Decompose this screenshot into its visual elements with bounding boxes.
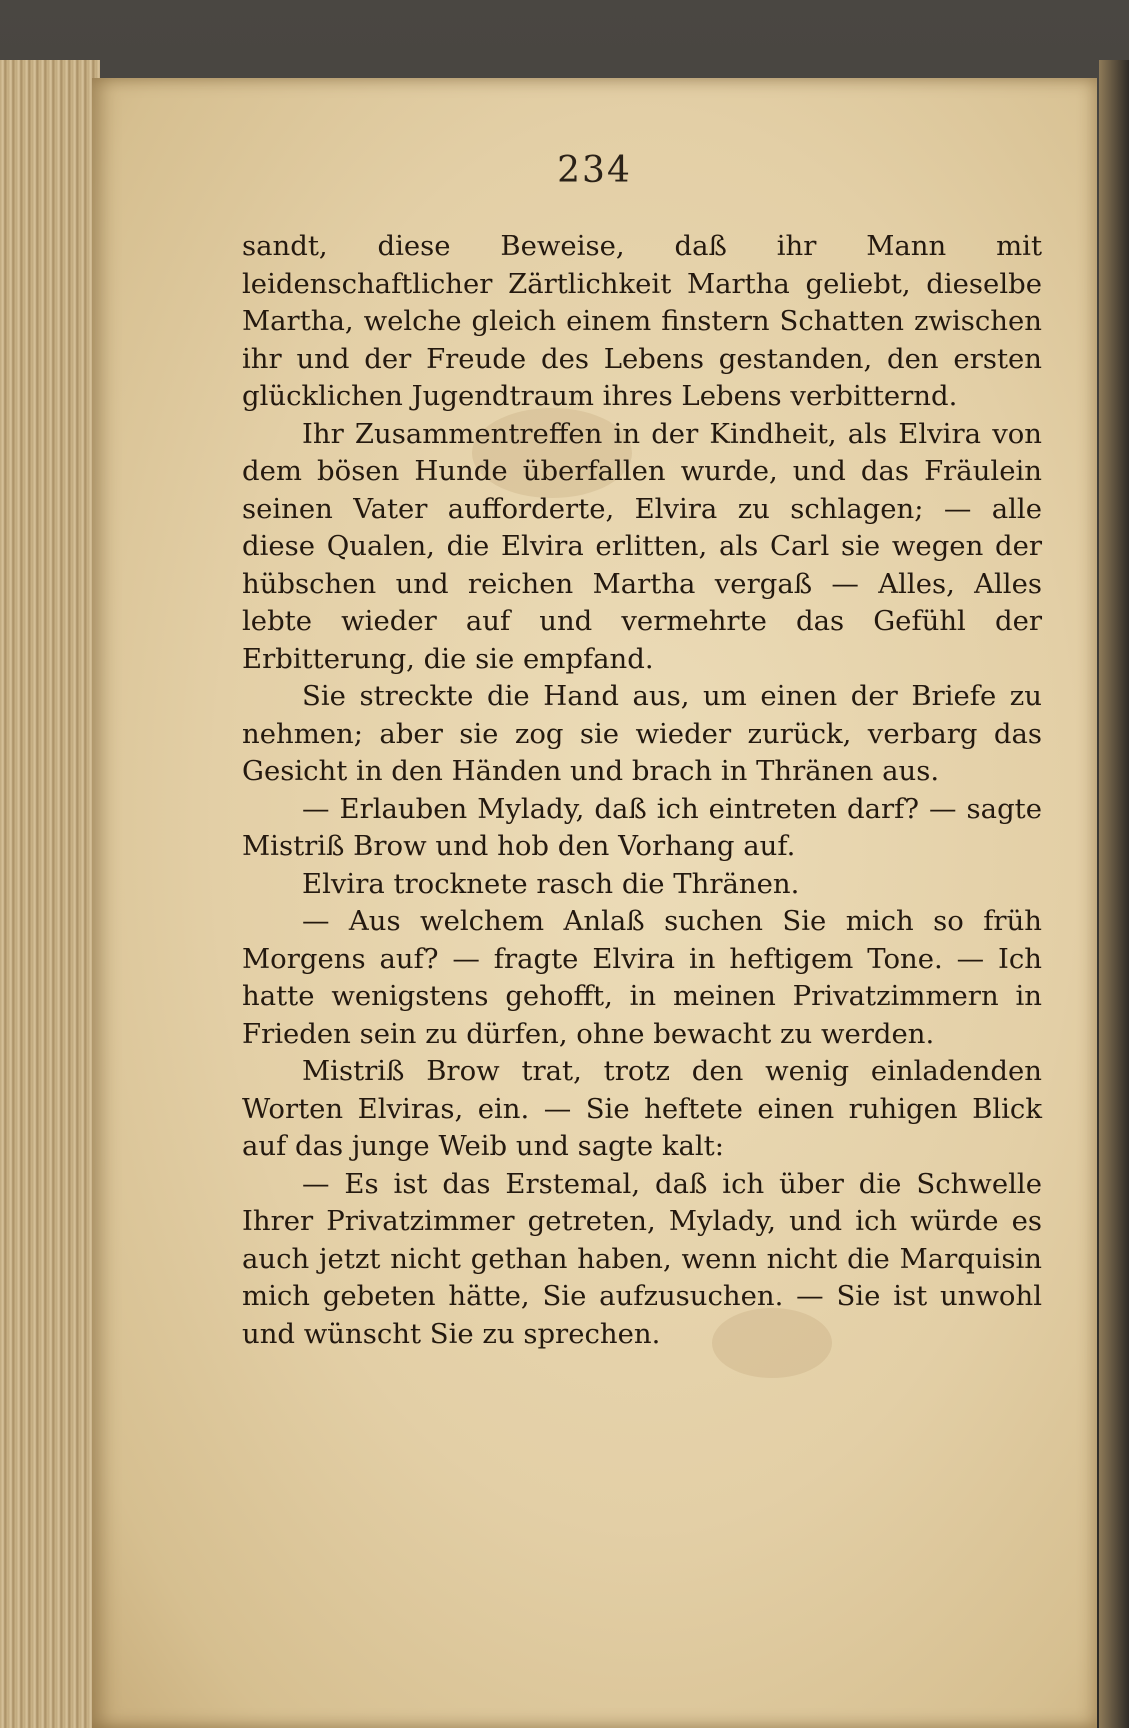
paragraph: — Aus welchem Anlaß suchen Sie mich so früh Morgens auf? — fragte Elvira in heftigem Tone. — Ich hatte wenigstens gehofft, in meinen Privatzimmern in Frieden sein zu dürfen, ohne bewacht zu werden. xyxy=(242,905,1042,1050)
paragraph: — Erlauben Mylady, daß ich eintreten darf? — sagte Mistriß Brow und hob den Vorhang auf. xyxy=(242,792,1042,862)
book-page xyxy=(92,78,1097,1728)
paragraph: Elvira trocknete rasch die Thränen. xyxy=(302,867,800,900)
page-stack-edge xyxy=(0,60,100,1728)
body-text xyxy=(242,228,1042,1353)
paragraph: Sie streckte die Hand aus, um einen der Briefe zu nehmen; aber sie zog sie wieder zurück, verbarg das Gesicht in den Händen und brach in Thränen aus. xyxy=(242,680,1042,787)
page-number: 234 xyxy=(557,150,632,191)
paragraph: Mistriß Brow trat, trotz den wenig einladenden Worten Elviras, ein. — Sie heftete einen ruhigen Blick auf das junge Weib und sagte kalt: xyxy=(242,1055,1042,1162)
paragraph: — Es ist das Erstemal, daß ich über die Schwelle Ihrer Privatzimmer getreten, Mylady, und ich würde es auch jetzt nicht gethan haben, wenn nicht die Marquisin mich gebeten hätte, Sie aufzusuchen. — Sie ist unwohl und wünscht Sie zu sprechen. xyxy=(242,1167,1042,1350)
paragraph: Ihr Zusammentreffen in der Kindheit, als Elvira von dem bösen Hunde überfallen wurde, und das Fräulein seinen Vater aufforderte, Elvira zu schlagen; — alle diese Qualen, die Elvira erlitten, als Carl sie wegen der hübschen und reichen Martha vergaß — Alles, Alles lebte wieder auf und vermehrte das Gefühl der Erbitterung, die sie empfand. xyxy=(242,417,1042,675)
paragraph: sandt, diese Beweise, daß ihr Mann mit leidenschaftlicher Zärtlichkeit Martha geliebt, dieselbe Martha, welche gleich einem finstern Schatten zwischen ihr und der Freude des Lebens gestanden, den ersten glücklichen Jugendtraum ihres Lebens verbitternd. xyxy=(242,230,1042,412)
binding-edge xyxy=(1099,60,1129,1728)
